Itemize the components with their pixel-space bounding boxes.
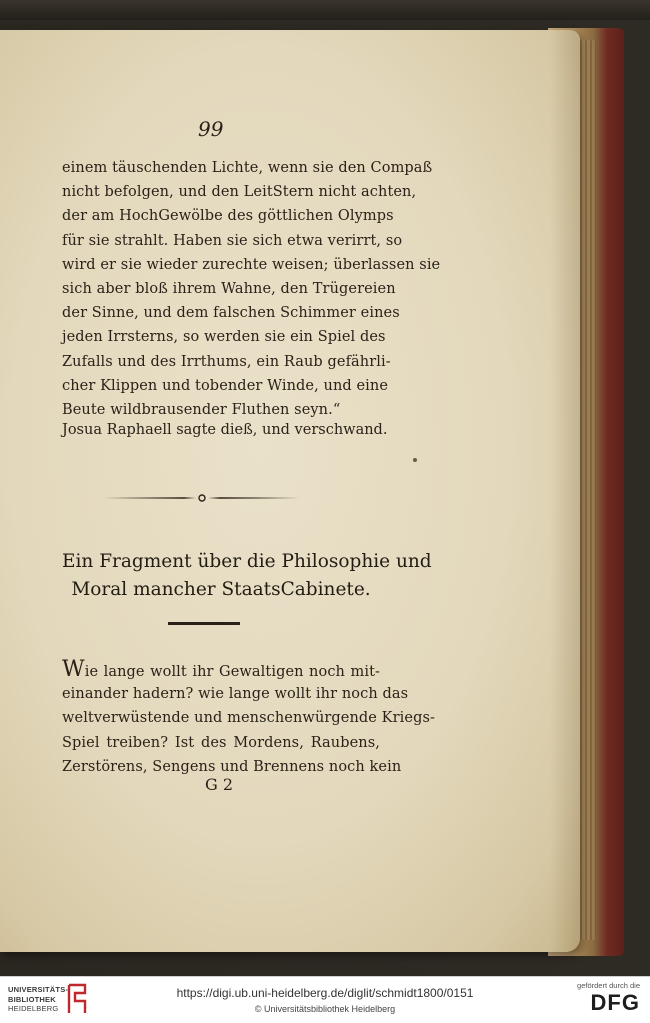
- scan-top-shadow: [0, 0, 650, 20]
- paragraph-2: [62, 657, 435, 779]
- text-line: Spiel treiben? Ist des Mordens, Raubens,: [62, 734, 380, 751]
- text-line: nicht befolgen, und den LeitStern nicht achten,: [62, 184, 417, 201]
- logo-line: BIBLIOTHEK: [8, 994, 56, 1004]
- dfg-logo[interactable]: [560, 981, 640, 1016]
- dfg-wordmark: DFG: [590, 990, 640, 1015]
- funded-by-label: gefördert durch die: [577, 981, 640, 990]
- heading-rule: [168, 622, 240, 625]
- text-line: einander hadern? wie lange wollt ihr noch das: [62, 686, 409, 703]
- logo-line: HEIDELBERG: [8, 1004, 59, 1013]
- section-heading: [62, 548, 432, 604]
- text-line: Zerstörens, Sengens und Brennens noch kein: [62, 758, 402, 775]
- heading-line: Ein Fragment über die Philosophie und: [62, 551, 432, 572]
- copyright-text: © Universitätsbibliothek Heidelberg: [254, 1004, 396, 1014]
- text-line: weltverwüstende und menschenwürgende Kriegs-: [62, 710, 435, 727]
- ornament-divider-icon: [104, 492, 300, 504]
- signature-mark: G 2: [205, 775, 234, 794]
- viewer-footer: [0, 976, 650, 1023]
- text-line: Wie lange wollt ihr Gewaltigen noch mit-: [62, 657, 380, 682]
- text-line: für sie strahlt. Haben sie sich etwa verirrt, so: [62, 232, 403, 249]
- page-number: 99: [198, 117, 224, 141]
- heading-line: Moral mancher StaatsCabinete.: [71, 579, 371, 600]
- text-line: der am HochGewölbe des göttlichen Olymps: [62, 208, 394, 225]
- paper-speck: [413, 458, 417, 462]
- text-line: Zufalls und des Irrthums, ein Raub gefährli-: [62, 353, 391, 370]
- text-line: einem täuschenden Lichte, wenn sie den Compaß: [62, 160, 433, 176]
- closing-line: Josua Raphaell sagte dieß, und verschwand.: [62, 422, 388, 438]
- text-line: Beute wildbrausender Fluthen seyn.“: [62, 401, 341, 418]
- text-line: jeden Irrsterns, so werden sie ein Spiel des: [62, 329, 386, 346]
- text-line: cher Klippen und tobender Winde, und eine: [62, 377, 389, 394]
- permalink-url[interactable]: https://digi.ub.uni-heidelberg.de/diglit/schmidt1800/0151: [176, 986, 474, 1000]
- text-line: der Sinne, und dem falschen Schimmer eines: [62, 305, 400, 322]
- text-line: wird er sie wieder zurechte weisen; überlassen sie: [62, 256, 441, 273]
- text-line: sich aber bloß ihrem Wahne, den Trügereien: [62, 280, 396, 297]
- logo-line: UNIVERSITÄTS-: [8, 985, 69, 994]
- paragraph-1: [62, 156, 441, 422]
